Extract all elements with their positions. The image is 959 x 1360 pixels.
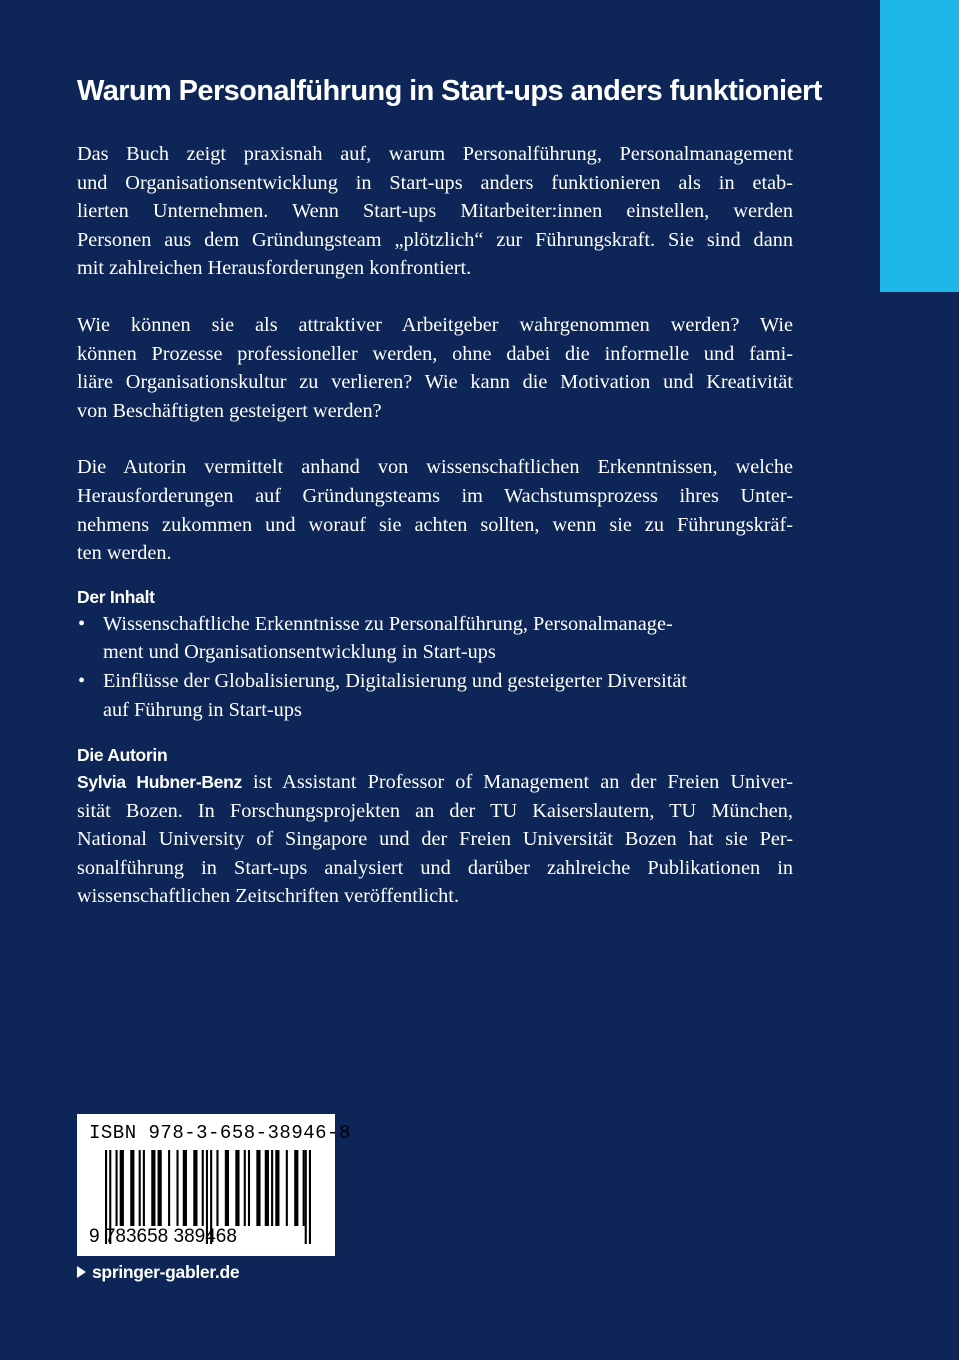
barcode-bar	[139, 1150, 141, 1226]
barcode-bar	[130, 1150, 134, 1226]
isbn-barcode-box	[77, 1114, 351, 1256]
contents-heading: Der Inhalt	[77, 586, 155, 607]
summary-paragraph	[77, 453, 793, 567]
barcode-bar	[143, 1150, 145, 1226]
barcode-bar	[225, 1150, 229, 1226]
triangle-arrow-icon	[77, 1266, 86, 1278]
summary-line: Herausforderungen auf Gründungsteams im Wachstumsprozess ihres Unter-	[77, 484, 793, 507]
author-heading: Die Autorin	[77, 745, 168, 766]
barcode-bar	[183, 1150, 187, 1226]
questions-line: von Beschäftigten gesteigert werden?	[77, 399, 382, 422]
list-item	[77, 667, 793, 724]
barcode-bar	[271, 1150, 273, 1226]
summary-line: nehmens zukommen und worauf sie achten sollten, wenn sie zu Führungskräf-	[77, 513, 793, 536]
website-link[interactable]	[77, 1262, 239, 1283]
barcode-bar	[216, 1150, 218, 1226]
list-item	[77, 610, 793, 667]
list-item-line: Wissenschaftliche Erkenntnisse zu Personalführung, Personalmanage-	[103, 612, 673, 635]
barcode-bar	[151, 1150, 155, 1226]
barcode-bar	[202, 1150, 204, 1226]
list-item-line: Einflüsse der Globalisierung, Digitalisierung und gesteigerter Diversität	[103, 669, 688, 692]
barcode-bar	[248, 1150, 250, 1226]
barcode-bar	[120, 1150, 124, 1226]
barcode-bar	[158, 1150, 162, 1226]
barcode-bar	[265, 1150, 269, 1226]
barcode-bar	[193, 1150, 197, 1226]
intro-paragraph	[77, 140, 793, 283]
summary-line: Die Autorin vermittelt anhand von wissenschaftlichen Erkenntnissen, welche	[77, 456, 793, 479]
intro-line: Das Buch zeigt praxisnah auf, warum Personalführung, Personalmanagement	[77, 143, 793, 165]
questions-paragraph	[77, 311, 793, 425]
author-bio	[77, 768, 793, 911]
barcode-number: 9 783658 389468	[89, 1226, 237, 1247]
author-bio-text: ist Assistant Professor of Management an der Freien Univer-	[241, 771, 793, 794]
list-item-line: auf Führung in Start-ups	[103, 698, 302, 721]
author-bio-line	[77, 768, 793, 797]
bullet-icon: •	[78, 669, 86, 692]
barcode-bar	[303, 1150, 305, 1226]
intro-line: Personen aus dem Gründungsteam „plötzlich“ zur Führungskraft. Sie sind dann	[77, 228, 793, 251]
barcode-bar	[294, 1150, 298, 1226]
author-bio-line: sität Bozen. In Forschungsprojekten an der TU Kaiserslautern, TU München,	[77, 799, 793, 822]
back-cover-text	[77, 70, 822, 911]
author-bio-line: wissenschaftlichen Zeitschriften veröffentlicht.	[77, 885, 460, 908]
summary-line: ten werden.	[77, 542, 172, 565]
intro-line: und Organisationsentwicklung in Start-ups anders funktionieren als in etab-	[77, 171, 793, 194]
website-label: springer-gabler.de	[92, 1262, 240, 1282]
questions-line: liäre Organisationskultur zu verlieren? Wie kann die Motivation und Kreativität	[77, 371, 793, 394]
barcode-bar	[286, 1150, 288, 1226]
questions-line: können Prozesse professioneller werden, ohne dabei die informelle und fami-	[77, 342, 793, 365]
author-bio-line: sonalführung in Start-ups analysiert und darüber zahlreiche Publikationen in	[77, 856, 793, 879]
accent-color-bar	[880, 0, 959, 292]
isbn-label: ISBN 978-3-658-38946-8	[89, 1122, 351, 1144]
author-name: Sylvia Hubner-Benz	[77, 772, 242, 793]
book-headline: Warum Personalführung in Start-ups anders funktioniert	[77, 75, 822, 107]
barcode-bar	[116, 1150, 118, 1226]
contents-list	[77, 610, 793, 724]
barcode-bar	[176, 1150, 178, 1226]
barcode-bar	[256, 1150, 260, 1226]
barcode-bar	[235, 1150, 239, 1226]
questions-line: Wie können sie als attraktiver Arbeitgeber wahrgenommen werden? Wie	[77, 313, 793, 336]
intro-line: mit zahlreichen Herausforderungen konfrontiert.	[77, 257, 472, 280]
bullet-icon: •	[78, 612, 86, 635]
list-item-line: ment und Organisationsentwicklung in Start-ups	[103, 641, 496, 664]
barcode-bar	[168, 1150, 170, 1226]
author-bio-line: National University of Singapore und der Freien Universität Bozen hat sie Per-	[77, 828, 793, 851]
barcode-bar	[275, 1150, 279, 1226]
barcode-bar	[244, 1150, 246, 1226]
intro-line: lierten Unternehmen. Wenn Start-ups Mitarbeiter:innen einstellen, werden	[77, 200, 793, 223]
